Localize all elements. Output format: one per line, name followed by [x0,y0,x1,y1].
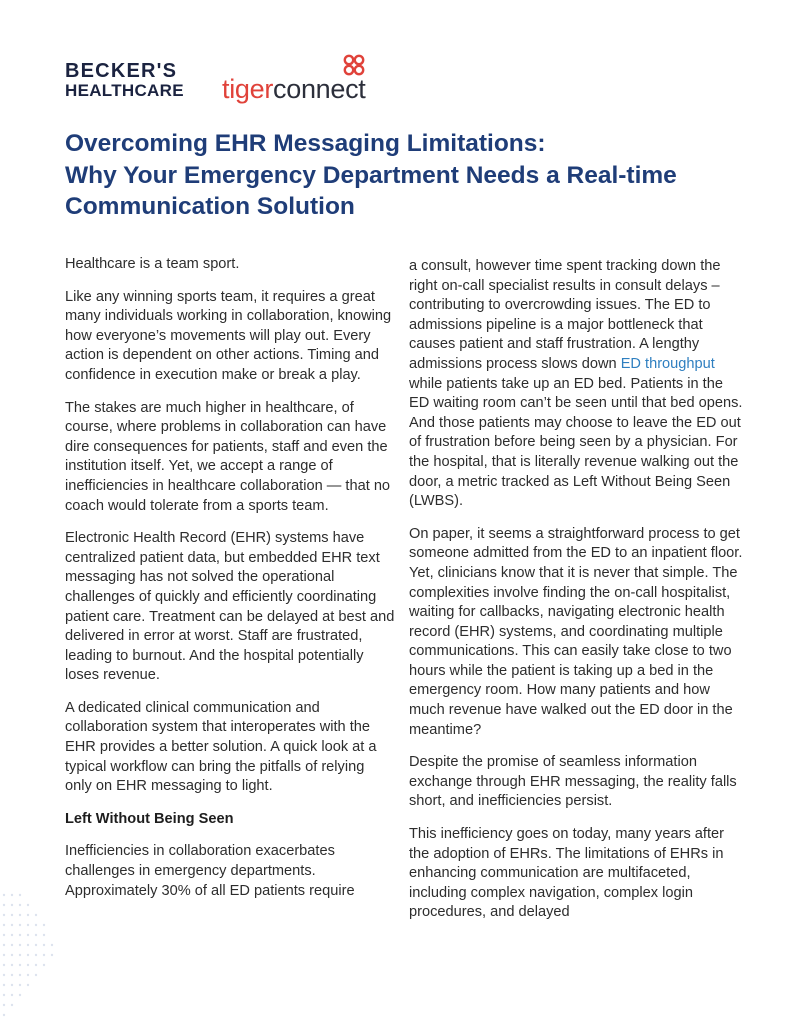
paragraph: Electronic Health Record (EHR) systems have centralized patient data, but embedded EHR text messaging has not solved the operational challenges of quickly and efficiently coordinating patient care. Treatment can be delayed at best and delivered in error at worst. Staff are frustrated, leading to burnout. And the hospital potentially loses revenue. [65,530,395,684]
beckers-healthcare-logo [65,62,184,100]
logo-connect-text: connect [273,74,366,104]
paragraph-text: while patients take up an ED bed. Patients in the ED waiting room can’t be seen until that bed opens. And those patients may choose to leave the ED out of frustration before being seen by a physician. For the hospital, that is literally revenue walking out the door, a metric tracked as Left Without Being Seen (LWBS). [409,375,743,510]
paragraph: Despite the promise of seamless information exchange through EHR messaging, the reality falls short, and inefficiencies persist. [409,754,737,810]
ed-throughput-link[interactable]: ED throughput [620,355,715,372]
paragraph: Healthcare is a team sport. [65,256,240,272]
title-line-1: Overcoming EHR Messaging Limitations: [65,130,546,157]
title-line-2: Why Your Emergency Department Needs a Real-time [65,161,677,189]
tigerconnect-logo [222,74,366,104]
section-heading: Left Without Being Seen [65,810,234,827]
logo-tiger-text: tiger [222,74,274,104]
paragraph: This inefficiency goes on today, many years after the adoption of EHRs. The limitations of EHRs in enhancing communication are multifaceted, including complex navigation, complex login procedures, and delayed [409,826,725,921]
tigerconnect-mark-icon [342,54,366,76]
paragraph: Like any winning sports team, it requires a great many individuals working in collaboration, knowing how everyone’s movements will play out. Every action is dependent on other actions. Timing and confidence in execution make or break a play. [65,288,392,383]
decorative-dot-pattern [0,885,60,1035]
paragraph: On paper, it seems a straightforward process to get someone admitted from the ED to an inpatient floor. Yet, clinicians know that it is never that simple. The complexities involve finding the on-call hospitalist, waiting for callbacks, navigating electronic health record (EHR) systems, and coordinating multiple communications. This can easily take close to two hours while the patient is taking up a bed in the emergency room. How many patients and how much revenue have walked out the ED door in the meantime? [409,525,743,738]
title-line-3: Communication Solution [65,193,355,220]
paragraph: The stakes are much higher in healthcare, of course, where problems in collaboration can have dire consequences for patients, staff and even the institution itself. Yet, we accept a range of inefficiencies in healthcare collaboration — that no coach would tolerate from a sports team. [65,399,391,514]
left-column [65,255,395,914]
logo-line-2: HEALTHCARE [65,81,184,100]
page-title [65,128,755,223]
paragraph-text: a consult, however time spent tracking down the right on-call specialist results in consult delays – contributing to overcrowding issues. The ED to admissions pipeline is a major bottleneck that causes patient and staff frustration. A lengthy admissions process slows down [409,258,721,372]
logo-line-1: BECKER'S [65,60,178,82]
paragraph: Inefficiencies in collaboration exacerbates challenges in emergency departments. Approximately 30% of all ED patients require [65,843,355,899]
paragraph: A dedicated clinical communication and collaboration system that interoperates with the EHR provides a better solution. A quick look at a typical workflow can bring the pitfalls of relying only on EHR messaging to light. [65,699,377,795]
right-column [409,257,744,936]
paragraph [409,257,744,512]
